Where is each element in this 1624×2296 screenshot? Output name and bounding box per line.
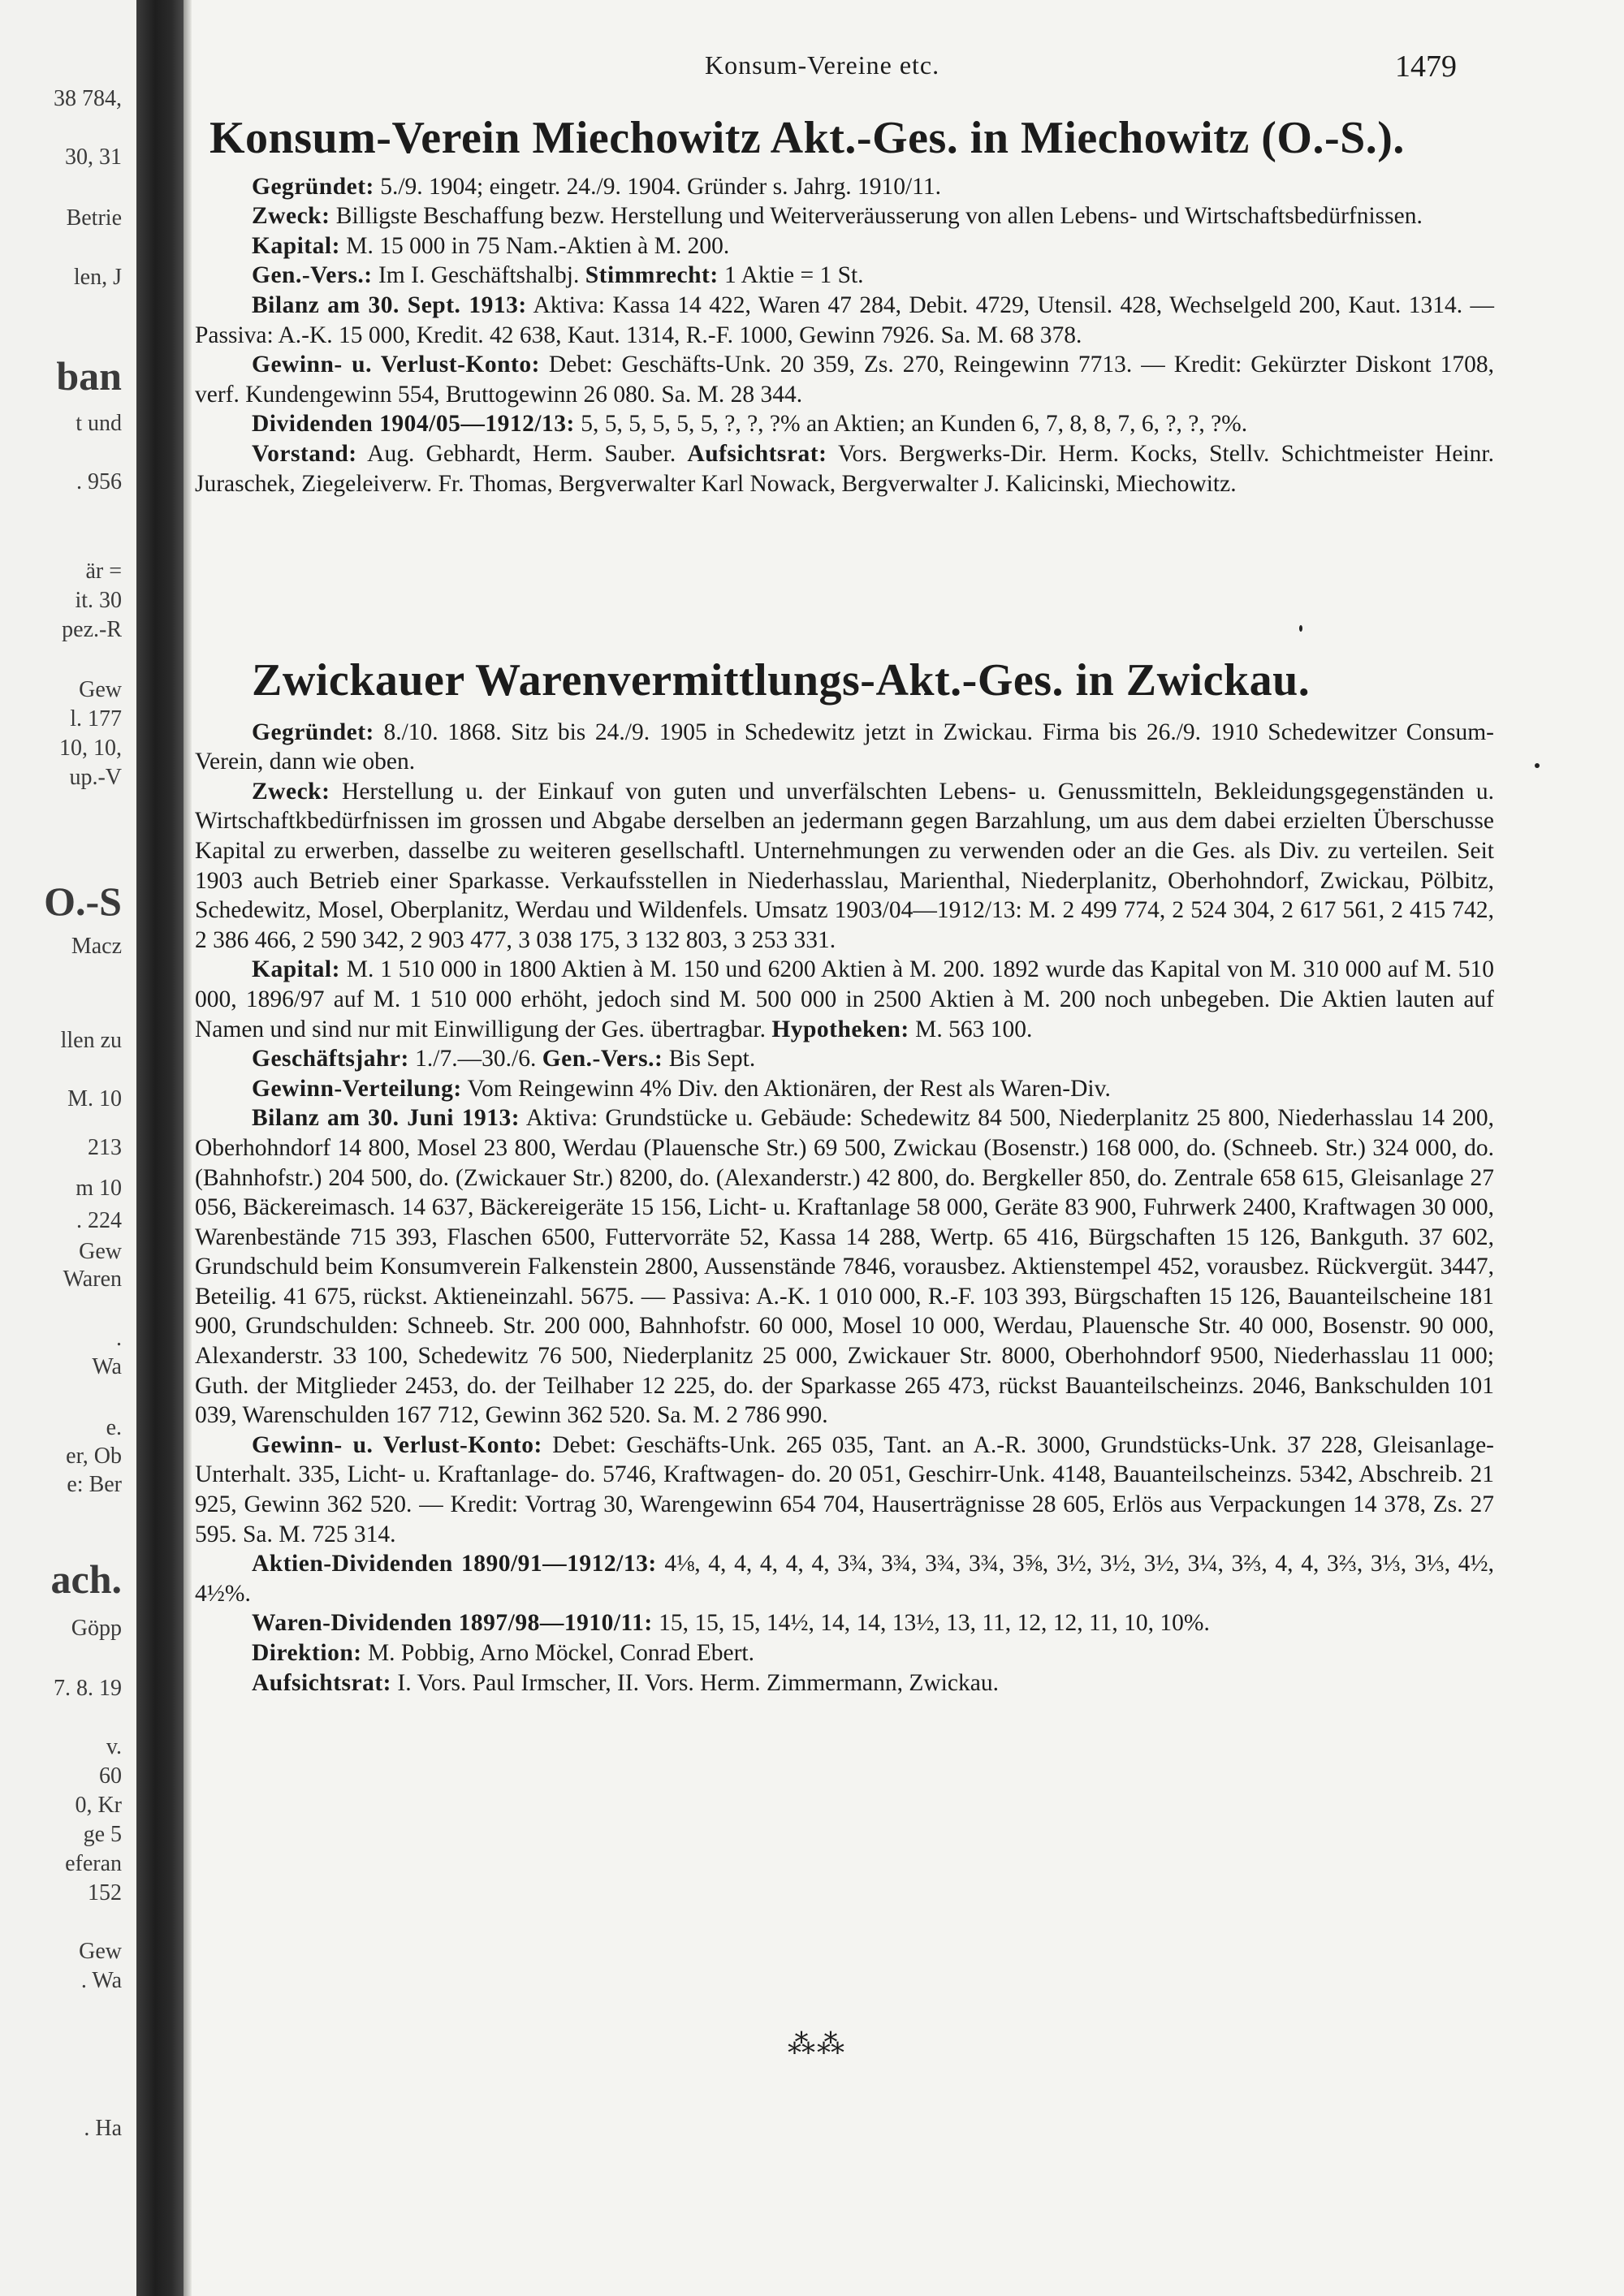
margin-fragment: . Wa: [80, 1968, 122, 1993]
margin-fragment: ach.: [50, 1556, 122, 1602]
entry-paragraph: [195, 201, 1494, 231]
book-gutter: [136, 0, 184, 2296]
entry-body: [195, 172, 1494, 499]
field-label: Hypotheken:: [771, 1016, 909, 1042]
field-label: Gen.-Vers.:: [542, 1046, 663, 1072]
field-label: Bilanz am 30. Juni 1913:: [252, 1105, 520, 1132]
field-label: Waren-Dividenden 1897/98—1910/11:: [252, 1610, 653, 1637]
page-number: 1479: [1395, 50, 1457, 84]
margin-fragment: Betrie: [66, 205, 122, 231]
entry-paragraph: [195, 261, 1494, 291]
field-label: Gewinn- u. Verlust-Konto:: [252, 352, 540, 378]
margin-fragment: len, J: [73, 265, 122, 290]
field-label: Dividenden 1904/05—1912/13:: [252, 411, 575, 438]
field-text: 5./9. 1904; eingetr. 24./9. 1904. Gründer s. Jahrg. 1910/11.: [374, 173, 941, 200]
margin-fragment: ge 5: [83, 1822, 122, 1847]
margin-fragment: 10, 10,: [59, 736, 122, 761]
margin-fragment: llen zu: [60, 1028, 122, 1053]
field-label: Gewinn-Verteilung:: [252, 1075, 462, 1102]
margin-fragment: eferan: [65, 1851, 122, 1876]
margin-fragment: e: Ber: [67, 1472, 122, 1497]
field-text: 1./7.—30./6.: [408, 1046, 542, 1072]
field-text: Aktiva: Grundstücke u. Gebäude: Schedewitz 84 500, Niederplanitz 25 800, Niederhasslau 14 200, Oberhohndorf 14 800, Mosel 23 800, Werdau (Plauensche Str.) 69 500, Zwickau (Bosenstr.) 168 000, do. (Schneeb. Str.) 324 000, do. (Bahnhofstr.) 204 500, do. (Zwickauer Str.) 8200, do. (Alexanderstr.) 42 800, do. Bergkeller 850, do. Zentrale 658 615, Gleisanlage 27 056, Bäckereimasch. 14 637, Bäckereigeräte 15 156, Licht- u. Kraftanlage 58 000, Geräte 83 900, Fuhrwerk 2400, Kraftwagen 30 000, Warenbestände 715 393, Flaschen 6500, Futtervorräte 52, Kassa 14 288, Wertp. 65 416, Bürgschaften 15 126, Bankguth. 37 602, Grundschuld beim Konsumverein Falkenstein 2800, Aussenstände 7846, vorausbez. Aktienstempel 452, vorausbez. Rückvergüt. 3447, Beteilig. 41 675, rückst. Aktieneinzahl. 5675. — Passiva: A.-K. 1 010 000, R.-F. 103 393, Bürgschaften 15 126, Bauanteilscheine 181 900, Grundschulden: Schneeb. Str. 200 000, Bahnhofstr. 60 000, Mosel 10 000, Werdau, Plauensche Str. 40 000, Bosenstr. 90 000, Alexanderstr. 33 100, Schedewitz 76 500, Niederplanitz 25 000, Zwickauer Str. 8000, Oberhohndorf 9500, Niederhasslau 11 000; Guth. der Mitglieder 2453, do. der Teilhaber 12 225, do. der Sparkasse 265 473, rückst Bauanteilscheinzs. 2046, Bankschulden 101 039, Warenschulden 167 712, Gewinn 362 520. Sa. M. 2 786 990.: [195, 1105, 1494, 1429]
entry-paragraph: [195, 955, 1494, 1044]
margin-fragment: up.-V: [69, 765, 122, 790]
field-text: Herstellung u. der Einkauf von guten und unverfälschten Lebens- u. Genussmitteln, Bekleidungsgegenständen u. Wirtschaftkbedürfnissen im grossen und Abgabe derselben an jedermann gegen Barzahlung, um aus dem dabei erzielten Überschusse Kapital zu erwerben, dasselbe zu weiteren gesellschaftl. Unternehmungen zu verwenden oder an die Ges. als Div. zu verteilen. Seit 1903 auch Betrieb einer Sparkasse. Verkaufsstellen in Niederhasslau, Marienthal, Niederplanitz, Oberhohndorf, Zwickau, Pölbitz, Schedewitz, Mosel, Oberplanitz, Werdau und Wildenfels. Umsatz 1903/04—1912/13: M. 2 499 774, 2 524 304, 2 617 561, 2 415 742, 2 386 466, 2 590 342, 2 903 477, 3 038 175, 3 132 803, 3 253 331.: [195, 778, 1494, 953]
entry-title: Zwickauer Warenvermittlungs-Akt.-Ges. in Zwickau.: [252, 655, 1311, 706]
page-edge-shadow: [184, 0, 192, 2296]
entry-paragraph: [195, 1608, 1494, 1638]
field-label: Zweck:: [252, 203, 330, 230]
field-label: Stimmrecht:: [585, 262, 719, 289]
field-label: Kapital:: [252, 232, 340, 259]
field-label: Direktion:: [252, 1640, 362, 1666]
margin-fragment: Gew: [79, 1939, 122, 1964]
margin-fragment: 152: [88, 1880, 122, 1905]
margin-fragment: it. 30: [75, 588, 122, 613]
margin-fragment: e.: [106, 1415, 122, 1440]
margin-fragment: 0, Kr: [75, 1793, 122, 1818]
margin-fragment: Göpp: [71, 1616, 122, 1641]
margin-fragment: . 956: [76, 469, 122, 494]
field-text: Debet: Geschäfts-Unk. 20 359, Zs. 270, Reingewinn 7713. — Kredit: Gekürzter Diskont 1708, verf. Kundengewinn 554, Bruttogewinn 26 080. Sa. M. 28 344.: [195, 352, 1494, 408]
field-label: Geschäftsjahr:: [252, 1046, 409, 1072]
field-text: Aktiva: Kassa 14 422, Waren 47 284, Debit. 4729, Utensil. 428, Wechselgeld 200, Kaut. 1314. — Passiva: A.-K. 15 000, Kredit. 42 638, Kaut. 1314, R.-F. 1000, Gewinn 7926. Sa. M. 68 378.: [195, 291, 1494, 348]
margin-fragment: Macz: [71, 934, 122, 959]
margin-fragment: M. 10: [67, 1086, 122, 1111]
margin-fragment: v.: [106, 1734, 122, 1759]
margin-fragment: Waren: [63, 1267, 122, 1292]
field-text: Bis Sept.: [663, 1046, 756, 1072]
field-label: Kapital:: [252, 956, 340, 983]
running-title: Konsum-Vereine etc.: [705, 50, 940, 80]
entry-zwickau: [195, 656, 1494, 1698]
margin-fragment: . Ha: [84, 2116, 122, 2141]
field-label: Gewinn- u. Verlust-Konto:: [252, 1431, 542, 1458]
margin-fragment: är =: [85, 559, 122, 584]
margin-fragment: Gew: [79, 1239, 122, 1264]
field-label: Aktien-Dividenden 1890/91—1912/13:: [252, 1551, 657, 1577]
margin-fragment: ban: [56, 353, 122, 399]
entry-paragraph: [195, 1103, 1494, 1431]
field-label: Zweck:: [252, 778, 330, 805]
margin-fragment: pez.-R: [62, 617, 122, 642]
field-label: Aufsichtsrat:: [687, 440, 827, 467]
book-page: [195, 0, 1624, 2296]
entry-paragraph: [195, 1044, 1494, 1074]
field-text: Billigste Beschaffung bezw. Herstellung und Weiterveräusserung von allen Lebens- und Wirtschaftsbedürfnissen.: [330, 203, 1423, 230]
entry-paragraph: [195, 439, 1494, 498]
field-text: Vom Reingewinn 4% Div. den Aktionären, der Rest als Waren-Div.: [461, 1075, 1111, 1102]
margin-fragment: l. 177: [70, 706, 122, 732]
margin-fragment: O.-S: [44, 878, 122, 924]
margin-fragment: 60: [99, 1763, 122, 1789]
field-text: Aug. Gebhardt, Herm. Sauber.: [356, 440, 688, 467]
entry-paragraph: [195, 1668, 1494, 1698]
field-label: Gen.-Vers.:: [252, 262, 373, 289]
ink-speck: [1299, 625, 1302, 632]
margin-fragment: 7. 8. 19: [54, 1676, 122, 1701]
field-label: Gegründet:: [252, 173, 374, 200]
field-label: Bilanz am 30. Sept. 1913:: [252, 291, 527, 318]
margin-fragment: .: [116, 1326, 122, 1351]
field-text: Debet: Geschäfts-Unk. 265 035, Tant. an A.-R. 3000, Grundstücks-Unk. 37 228, Gleisanlage-Unterhalt. 335, Licht- u. Kraftanlage- do. 5746, Kraftwagen- do. 20 051, Geschirr-Unk. 4148, Bauanteilscheinzs. 5342, Abschreib. 21 925, Gewinn 362 520. — Kredit: Vortrag 30, Warengewinn 654 704, Hauserträgnisse 28 605, Erlös aus Verpackungen 14 378, Zs. 27 595. Sa. M. 725 314.: [195, 1431, 1494, 1547]
entry-miechowitz: [195, 114, 1494, 498]
field-text: M. Pobbig, Arno Möckel, Conrad Ebert.: [361, 1640, 754, 1666]
margin-fragment: 38 784,: [54, 86, 122, 111]
entry-paragraph: [195, 1638, 1494, 1668]
field-text: 5, 5, 5, 5, 5, 5, ?, ?, ?% an Aktien; an Kunden 6, 7, 8, 8, 7, 6, ?, ?, ?%.: [574, 411, 1248, 438]
entry-paragraph: [195, 231, 1494, 261]
entry-paragraph: [195, 409, 1494, 439]
field-text: Im I. Geschäftshalbj.: [372, 262, 585, 289]
field-text: 1 Aktie = 1 St.: [718, 262, 864, 289]
field-text: Vors. Bergwerks-Dir. Herm. Kocks, Stellv. Schichtmeister Heinr. Juraschek, Ziegeleiverw. Fr. Thomas, Bergverwalter Karl Nowack, Bergverwalter J. Kalicinski, Miechowitz.: [195, 440, 1494, 497]
entry-paragraph: [195, 1074, 1494, 1104]
field-text: M. 15 000 in 75 Nam.-Aktien à M. 200.: [339, 232, 730, 259]
field-text: I. Vors. Paul Irmscher, II. Vors. Herm. Zimmermann, Zwickau.: [391, 1669, 999, 1696]
field-text: M. 1 510 000 in 1800 Aktien à M. 150 und 6200 Aktien à M. 200. 1892 wurde das Kapital von M. 310 000 auf M. 510 000, 1896/97 auf M. 1 510 000 erhöht, jedoch sind M. 500 000 in 2500 Aktien à M. 200 noch unbegeben. Die Aktien lauten auf Namen und sind nur mit Einwilligung der Ges. übertragbar.: [195, 956, 1494, 1042]
margin-fragment: Wa: [92, 1354, 122, 1379]
ink-speck: [1535, 763, 1540, 768]
field-text: 15, 15, 15, 14½, 14, 14, 13½, 13, 11, 12, 12, 11, 10, 10%.: [652, 1610, 1210, 1637]
entry-paragraph: [195, 718, 1494, 777]
ornament-divider: ⁂⁂: [788, 2030, 846, 2060]
margin-fragment: Gew: [79, 677, 122, 702]
field-label: Gegründet:: [252, 719, 374, 745]
margin-fragment: 213: [88, 1135, 122, 1160]
entry-body: [195, 718, 1494, 1698]
margin-fragment: . 224: [76, 1208, 122, 1233]
field-text: M. 563 100.: [909, 1016, 1033, 1042]
entry-paragraph: [195, 1431, 1494, 1549]
entry-paragraph: [195, 172, 1494, 202]
entry-paragraph: [195, 777, 1494, 956]
margin-fragment: er, Ob: [66, 1444, 122, 1469]
adjacent-page-edge: [0, 0, 136, 2296]
margin-fragment: 30, 31: [65, 145, 122, 170]
field-label: Aufsichtsrat:: [252, 1669, 392, 1696]
field-text: 4⅛, 4, 4, 4, 4, 4, 3¾, 3¾, 3¾, 3¾, 3⅝, 3½, 3½, 3½, 3¼, 3⅔, 4, 4, 3⅔, 3⅓, 3⅓, 4½, 4½%.: [195, 1551, 1495, 1607]
field-text: 8./10. 1868. Sitz bis 24./9. 1905 in Schedewitz jetzt in Zwickau. Firma bis 26./9. 1910 Schedewitzer Consum-Verein, dann wie oben.: [195, 719, 1494, 775]
entry-title: Konsum-Verein Miechowitz Akt.-Ges. in Miechowitz (O.-S.).: [209, 113, 1405, 163]
entry-paragraph: [195, 291, 1494, 350]
entry-paragraph: [195, 350, 1494, 409]
margin-fragment: t und: [76, 411, 122, 436]
field-label: Vorstand:: [252, 440, 357, 467]
entry-paragraph: [195, 1549, 1494, 1608]
margin-fragment: m 10: [76, 1176, 122, 1201]
